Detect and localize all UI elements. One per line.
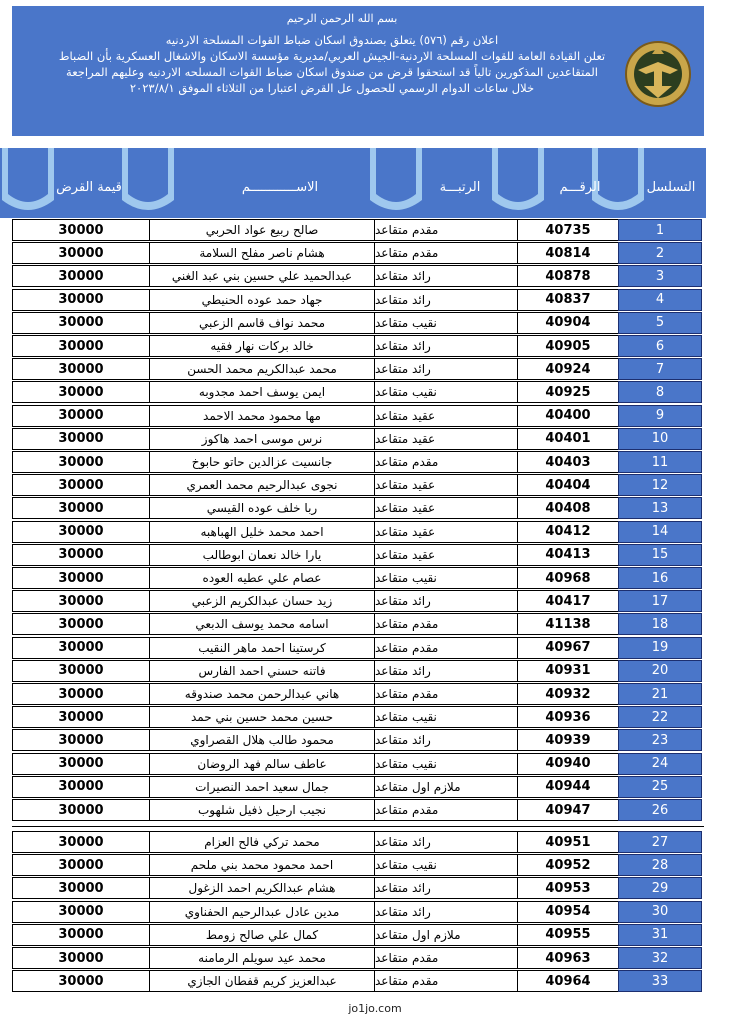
table-row	[12, 924, 704, 946]
number-cell: 40814	[517, 242, 619, 264]
name-cell: جانسيت عزالدين حاتو حابوخ	[149, 451, 375, 473]
rank-cell: عقيد متقاعد	[374, 405, 518, 427]
number-cell: 40932	[517, 683, 619, 705]
number-cell: 40878	[517, 265, 619, 287]
table-header	[0, 148, 706, 218]
number-cell: 40955	[517, 924, 619, 946]
number-cell: 40413	[517, 544, 619, 566]
serial-cell: 32	[618, 947, 702, 969]
table-row	[12, 381, 704, 403]
table-row	[12, 854, 704, 876]
loan-cell: 30000	[12, 335, 150, 357]
name-cell: نرس موسى احمد هاكوز	[149, 428, 375, 450]
column-header-number: الرقـــم	[559, 180, 601, 195]
name-cell: عبدالحميد علي حسين بني عبد الغني	[149, 265, 375, 287]
number-cell: 40404	[517, 474, 619, 496]
serial-cell: 33	[618, 970, 702, 992]
table-row	[12, 497, 704, 519]
name-cell: ايمن يوسف احمد مجدوبه	[149, 381, 375, 403]
name-cell: نجوى عبدالرحيم محمد العمري	[149, 474, 375, 496]
name-cell: محمد عبدالكريم محمد الحسن	[149, 358, 375, 380]
serial-cell: 1	[618, 219, 702, 241]
number-cell: 40954	[517, 901, 619, 923]
rank-cell: نقيب متقاعد	[374, 381, 518, 403]
header-tab-decoration	[370, 148, 422, 218]
name-cell: خالد بركات نهار فقيه	[149, 335, 375, 357]
loan-cell: 30000	[12, 947, 150, 969]
loan-cell: 30000	[12, 474, 150, 496]
loan-cell: 30000	[12, 428, 150, 450]
name-cell: كرستينا احمد ماهر النقيب	[149, 637, 375, 659]
loan-cell: 30000	[12, 497, 150, 519]
number-cell: 40944	[517, 776, 619, 798]
serial-cell: 17	[618, 590, 702, 612]
table-row	[12, 706, 704, 728]
table-row	[12, 451, 704, 473]
serial-cell: 14	[618, 521, 702, 543]
loan-cell: 30000	[12, 289, 150, 311]
loan-cell: 30000	[12, 521, 150, 543]
rank-cell: مقدم متقاعد	[374, 451, 518, 473]
name-cell: عبدالعزيز كريم قفطان الجازي	[149, 970, 375, 992]
loan-cell: 30000	[12, 312, 150, 334]
serial-cell: 11	[618, 451, 702, 473]
table-row	[12, 970, 704, 992]
serial-cell: 19	[618, 637, 702, 659]
source-watermark: jo1jo.com	[348, 1002, 402, 1015]
number-cell: 40953	[517, 877, 619, 899]
name-cell: محمود طالب هلال القصراوي	[149, 729, 375, 751]
table-row	[12, 312, 704, 334]
table-row	[12, 637, 704, 659]
serial-cell: 10	[618, 428, 702, 450]
rank-cell: نقيب متقاعد	[374, 854, 518, 876]
table-row	[12, 590, 704, 612]
serial-cell: 15	[618, 544, 702, 566]
name-cell: محمد نواف قاسم الزعبي	[149, 312, 375, 334]
number-cell: 40735	[517, 219, 619, 241]
rank-cell: نقيب متقاعد	[374, 753, 518, 775]
rank-cell: مقدم متقاعد	[374, 970, 518, 992]
loan-cell: 30000	[12, 544, 150, 566]
rank-cell: رائد متقاعد	[374, 358, 518, 380]
loan-cell: 30000	[12, 358, 150, 380]
loan-cell: 30000	[12, 729, 150, 751]
name-cell: يارا خالد نعمان ابوطالب	[149, 544, 375, 566]
serial-cell: 27	[618, 831, 702, 853]
table-row	[12, 567, 704, 589]
serial-cell: 13	[618, 497, 702, 519]
loan-cell: 30000	[12, 924, 150, 946]
announcement-line: تعلن القيادة العامة للقوات المسلحة الاردنية-الجيش العربي/مديرية مؤسسة الاسكان والاشغال العسكرية بأن الضباط	[58, 49, 606, 63]
loan-cell: 30000	[12, 970, 150, 992]
rank-cell: رائد متقاعد	[374, 831, 518, 853]
rank-cell: عقيد متقاعد	[374, 521, 518, 543]
number-cell: 40925	[517, 381, 619, 403]
name-cell: مها محمود محمد الاحمد	[149, 405, 375, 427]
loan-cell: 30000	[12, 753, 150, 775]
loan-cell: 30000	[12, 590, 150, 612]
column-header-name: الاســــــــــــم	[241, 180, 319, 195]
number-cell: 40940	[517, 753, 619, 775]
loan-cell: 30000	[12, 854, 150, 876]
rank-cell: مقدم متقاعد	[374, 947, 518, 969]
loan-cell: 30000	[12, 567, 150, 589]
rank-cell: رائد متقاعد	[374, 335, 518, 357]
serial-cell: 31	[618, 924, 702, 946]
column-header-serial: التسلسل	[646, 180, 696, 195]
table-row	[12, 335, 704, 357]
table-row	[12, 660, 704, 682]
loan-cell: 30000	[12, 613, 150, 635]
announcement-line: المتقاعدين المذكورين تالياً قد استحقوا قرض من صندوق اسكان ضباط القوات المسلحه الاردنيه وعليهم المراجعة	[66, 65, 598, 79]
loan-cell: 30000	[12, 637, 150, 659]
table-row	[12, 219, 704, 241]
rank-cell: مقدم متقاعد	[374, 242, 518, 264]
table-row	[12, 947, 704, 969]
loan-cell: 30000	[12, 660, 150, 682]
rank-cell: عقيد متقاعد	[374, 497, 518, 519]
rank-cell: رائد متقاعد	[374, 590, 518, 612]
rank-cell: مقدم متقاعد	[374, 637, 518, 659]
table-row	[12, 901, 704, 923]
table-row	[12, 358, 704, 380]
table-row	[12, 799, 704, 821]
table-row	[12, 289, 704, 311]
table-row	[12, 729, 704, 751]
table-row	[12, 776, 704, 798]
serial-cell: 16	[618, 567, 702, 589]
serial-cell: 28	[618, 854, 702, 876]
serial-cell: 3	[618, 265, 702, 287]
name-cell: احمد محمد خليل الهباهبه	[149, 521, 375, 543]
table-row	[12, 405, 704, 427]
number-cell: 40936	[517, 706, 619, 728]
serial-cell: 20	[618, 660, 702, 682]
table-row	[12, 544, 704, 566]
announcement-text	[52, 32, 612, 96]
number-cell: 40408	[517, 497, 619, 519]
serial-cell: 26	[618, 799, 702, 821]
number-cell: 40412	[517, 521, 619, 543]
name-cell: مدين عادل عبدالرحيم الحفناوي	[149, 901, 375, 923]
loan-cell: 30000	[12, 901, 150, 923]
loan-cell: 30000	[12, 381, 150, 403]
name-cell: نجيب ارحيل ذفيل شلهوب	[149, 799, 375, 821]
name-cell: محمد عيد سويلم الرمامنه	[149, 947, 375, 969]
rank-cell: رائد متقاعد	[374, 901, 518, 923]
name-cell: صالح ربيع عواد الحربي	[149, 219, 375, 241]
announcement-header	[12, 6, 704, 136]
number-cell: 40403	[517, 451, 619, 473]
name-cell: عصام علي عطيه العوده	[149, 567, 375, 589]
announcement-line: اعلان رقم (٥٧٦) يتعلق بصندوق اسكان ضباط القوات المسلحة الاردنيه	[165, 33, 499, 47]
column-header-loan: قيمة القرض	[56, 180, 122, 195]
serial-cell: 12	[618, 474, 702, 496]
serial-cell: 7	[618, 358, 702, 380]
name-cell: اسامه محمد يوسف الدبعي	[149, 613, 375, 635]
serial-cell: 6	[618, 335, 702, 357]
serial-cell: 22	[618, 706, 702, 728]
loan-cell: 30000	[12, 706, 150, 728]
name-cell: جمال سعيد احمد النصيرات	[149, 776, 375, 798]
rank-cell: مقدم متقاعد	[374, 799, 518, 821]
name-cell: محمد تركي فالح العزام	[149, 831, 375, 853]
serial-cell: 23	[618, 729, 702, 751]
number-cell: 40964	[517, 970, 619, 992]
serial-cell: 5	[618, 312, 702, 334]
serial-cell: 29	[618, 877, 702, 899]
number-cell: 40952	[517, 854, 619, 876]
rank-cell: مقدم متقاعد	[374, 613, 518, 635]
armed-forces-emblem-icon	[624, 40, 692, 108]
rank-cell: نقيب متقاعد	[374, 567, 518, 589]
name-cell: هشام عبدالكريم احمد الزغول	[149, 877, 375, 899]
loan-cell: 30000	[12, 877, 150, 899]
number-cell: 40417	[517, 590, 619, 612]
number-cell: 40904	[517, 312, 619, 334]
rank-cell: رائد متقاعد	[374, 289, 518, 311]
rank-cell: ملازم اول متقاعد	[374, 776, 518, 798]
loan-cell: 30000	[12, 831, 150, 853]
name-cell: جهاد حمد عوده الحنيطي	[149, 289, 375, 311]
loan-cell: 30000	[12, 265, 150, 287]
name-cell: ربا خلف عوده القيسي	[149, 497, 375, 519]
rank-cell: نقيب متقاعد	[374, 706, 518, 728]
table-row	[12, 683, 704, 705]
number-cell: 40968	[517, 567, 619, 589]
table-row	[12, 242, 704, 264]
name-cell: هاني عبدالرحمن محمد صندوقه	[149, 683, 375, 705]
number-cell: 40400	[517, 405, 619, 427]
serial-cell: 21	[618, 683, 702, 705]
name-cell: كمال علي صالح زومط	[149, 924, 375, 946]
table-row	[12, 831, 704, 853]
column-header-rank: الرتبـــة	[439, 180, 481, 195]
number-cell: 40837	[517, 289, 619, 311]
name-cell: زيد حسان عبدالكريم الزعبي	[149, 590, 375, 612]
name-cell: فاتنه حسني احمد الفارس	[149, 660, 375, 682]
table-row	[12, 877, 704, 899]
number-cell: 40905	[517, 335, 619, 357]
serial-cell: 2	[618, 242, 702, 264]
number-cell: 40967	[517, 637, 619, 659]
loan-cell: 30000	[12, 242, 150, 264]
number-cell: 40947	[517, 799, 619, 821]
name-cell: هشام ناصر مفلح السلامة	[149, 242, 375, 264]
announcement-line: خلال ساعات الدوام الرسمي للحصول عل القرض اعتبارا من الثلاثاء الموفق ٢٠٢٣/٨/١	[129, 81, 535, 95]
serial-cell: 9	[618, 405, 702, 427]
number-cell: 40931	[517, 660, 619, 682]
serial-cell: 18	[618, 613, 702, 635]
serial-cell: 30	[618, 901, 702, 923]
serial-cell: 4	[618, 289, 702, 311]
loan-cell: 30000	[12, 683, 150, 705]
serial-cell: 24	[618, 753, 702, 775]
name-cell: عاطف سالم فهد الروضان	[149, 753, 375, 775]
serial-cell: 25	[618, 776, 702, 798]
rank-cell: نقيب متقاعد	[374, 312, 518, 334]
number-cell: 40951	[517, 831, 619, 853]
name-cell: حسين محمد حسين بني حمد	[149, 706, 375, 728]
table-row	[12, 265, 704, 287]
table-row	[12, 753, 704, 775]
loan-cell: 30000	[12, 405, 150, 427]
rank-cell: مقدم متقاعد	[374, 683, 518, 705]
rank-cell: رائد متقاعد	[374, 265, 518, 287]
loan-cell: 30000	[12, 451, 150, 473]
number-cell: 40401	[517, 428, 619, 450]
loan-cell: 30000	[12, 776, 150, 798]
rank-cell: عقيد متقاعد	[374, 544, 518, 566]
loan-cell: 30000	[12, 219, 150, 241]
table-row	[12, 613, 704, 635]
table-row	[12, 521, 704, 543]
name-cell: احمد محمود محمد بني ملحم	[149, 854, 375, 876]
number-cell: 40963	[517, 947, 619, 969]
rank-cell: عقيد متقاعد	[374, 428, 518, 450]
rank-cell: رائد متقاعد	[374, 877, 518, 899]
number-cell: 40924	[517, 358, 619, 380]
number-cell: 40939	[517, 729, 619, 751]
loan-cell: 30000	[12, 799, 150, 821]
rank-cell: مقدم متقاعد	[374, 219, 518, 241]
table-row	[12, 474, 704, 496]
rank-cell: رائد متقاعد	[374, 660, 518, 682]
rank-cell: عقيد متقاعد	[374, 474, 518, 496]
table-divider	[12, 826, 704, 831]
serial-cell: 8	[618, 381, 702, 403]
rank-cell: رائد متقاعد	[374, 729, 518, 751]
rank-cell: ملازم اول متقاعد	[374, 924, 518, 946]
table-row	[12, 428, 704, 450]
basmala: بسم الله الرحمن الرحيم	[286, 12, 398, 25]
number-cell: 41138	[517, 613, 619, 635]
